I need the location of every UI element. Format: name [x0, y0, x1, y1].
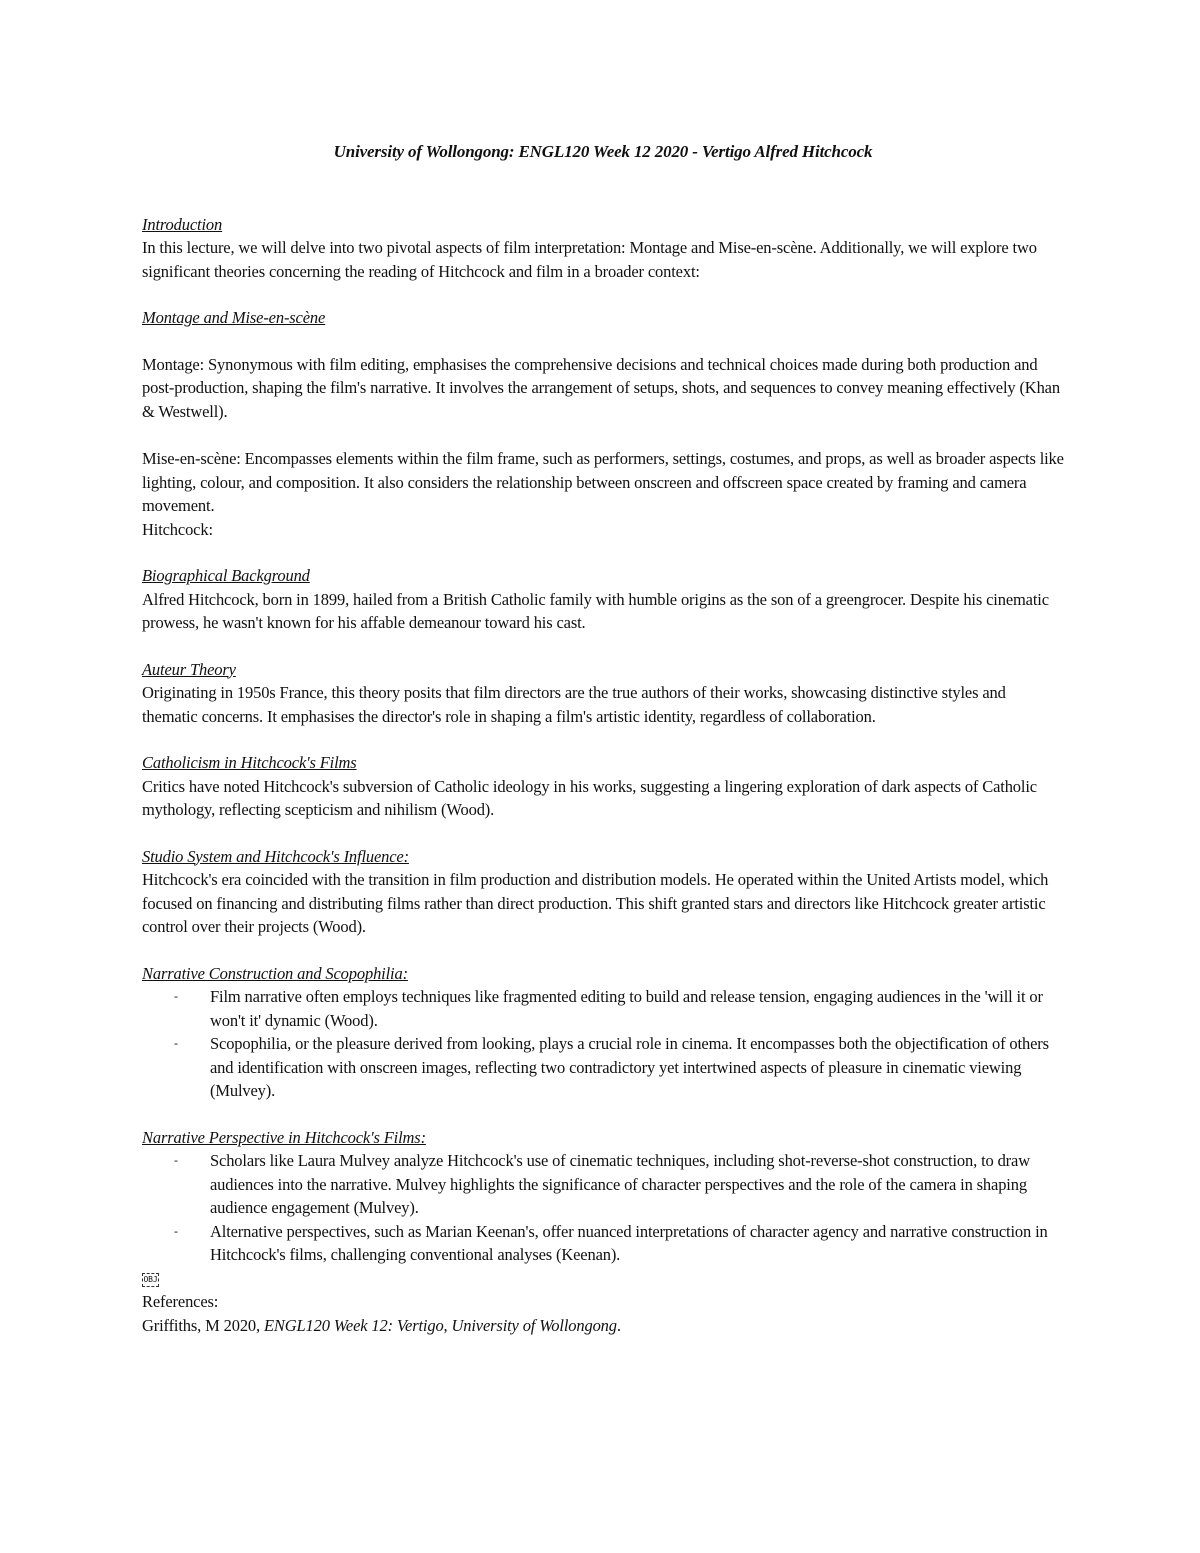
- studio-heading: Studio System and Hitchcock's Influence:: [142, 846, 409, 866]
- reference-end: .: [616, 1315, 621, 1335]
- list-item: [142, 1149, 1064, 1220]
- introduction-heading: Introduction: [142, 214, 223, 234]
- reference-entry: [142, 1314, 1064, 1338]
- references-label: References:: [142, 1292, 219, 1311]
- introduction-text: In this lecture, we will delve into two pivotal aspects of film interpretation: Montage and Mise-en-scène. Additionally, we will explore two significant theories concerning the reading of Hitchcock and film in a broader context:: [142, 238, 1037, 281]
- list-item-text: Scopophilia, or the pleasure derived from looking, plays a crucial role in cinema. It encompasses both the objectification of others and identification with onscreen images, reflecting two contradictory yet intertwined aspects of pleasure in cinematic viewing (Mulvey).: [210, 1034, 1049, 1100]
- mise-en-scene-text: Mise-en-scène: Encompasses elements within the film frame, such as performers, settings, costumes, and props, as well as broader aspects like lighting, colour, and composition. It also considers the relationship between onscreen and offscreen space created by framing and camera movement.: [142, 449, 1064, 515]
- catholicism-text: Critics have noted Hitchcock's subversion of Catholic ideology in his works, suggesting a lingering exploration of dark aspects of Catholic mythology, reflecting scepticism and nihilism (Wood).: [142, 776, 1037, 819]
- hitchcock-label: Hitchcock:: [142, 519, 213, 539]
- bullet-mark: ‐: [174, 1036, 178, 1050]
- biographical-heading: Biographical Background: [142, 566, 310, 585]
- document-page: [142, 140, 1064, 1337]
- narrative-construction-heading: Narrative Construction and Scopophilia:: [142, 963, 408, 983]
- auteur-heading: Auteur Theory: [142, 659, 236, 679]
- bullet-mark: ‐: [174, 1223, 178, 1238]
- list-item: [142, 1032, 1064, 1103]
- studio-text: Hitchcock's era coincided with the transition in film production and distribution models. He operated within the United Artists model, which focused on financing and distributing films rather than direct production. This shift granted stars and directors like Hitchcock greater artistic control over their projects (Wood).: [142, 870, 1049, 936]
- narrative-perspective-heading: Narrative Perspective in Hitchcock's Films:: [142, 1127, 426, 1147]
- list-item-text: Scholars like Laura Mulvey analyze Hitchcock's use of cinematic techniques, including shot-reverse-shot construction, to draw audiences into the narrative. Mulvey highlights the significance of character perspectives and the role of the camera in shaping audience engagement (Mulvey).: [210, 1151, 1030, 1217]
- narrative-perspective-list: [142, 1149, 1064, 1267]
- list-item-text: Film narrative often employs techniques like fragmented editing to build and release tension, engaging audiences in the 'will it or won't it' dynamic (Wood).: [210, 987, 1043, 1030]
- catholicism-heading: Catholicism in Hitchcock's Films: [142, 753, 357, 772]
- list-item-text: Alternative perspectives, such as Marian Keenan's, offer nuanced interpretations of character agency and narrative construction in Hitchcock's films, challenging conventional analyses (Keenan).: [210, 1221, 1048, 1264]
- placeholder-glyph-icon: OBJ: [142, 1273, 159, 1287]
- page-title: University of Wollongong: ENGL120 Week 12 2020 - Vertigo Alfred Hitchcock: [333, 142, 873, 161]
- bullet-mark: ‐: [174, 989, 178, 1003]
- list-item: [142, 985, 1064, 1032]
- montage-heading: Montage and Mise-en-scène: [142, 308, 326, 327]
- montage-text: Montage: Synonymous with film editing, emphasises the comprehensive decisions and technical choices made during both production and post-production, shaping the film's narrative. It involves the arrangement of setups, shots, and sequences to convey meaning effectively (Khan & Westwell).: [142, 354, 1060, 421]
- reference-author: Griffiths, M 2020,: [142, 1315, 264, 1335]
- list-item: [142, 1220, 1064, 1267]
- auteur-text: Originating in 1950s France, this theory posits that film directors are the true authors of their works, showcasing distinctive styles and thematic concerns. It emphasises the director's role in shaping a film's artistic identity, regardless of collaboration.: [142, 683, 1006, 726]
- reference-publisher: University of Wollongong: [451, 1315, 617, 1335]
- reference-separator: ,: [443, 1315, 452, 1335]
- reference-work-title: ENGL120 Week 12: Vertigo: [263, 1315, 444, 1335]
- biographical-text: Alfred Hitchcock, born in 1899, hailed from a British Catholic family with humble origins as the son of a greengrocer. Despite his cinematic prowess, he wasn't known for his affable demeanour toward his cast.: [142, 589, 1049, 632]
- narrative-construction-list: [142, 985, 1064, 1103]
- bullet-mark: ‐: [174, 1153, 178, 1167]
